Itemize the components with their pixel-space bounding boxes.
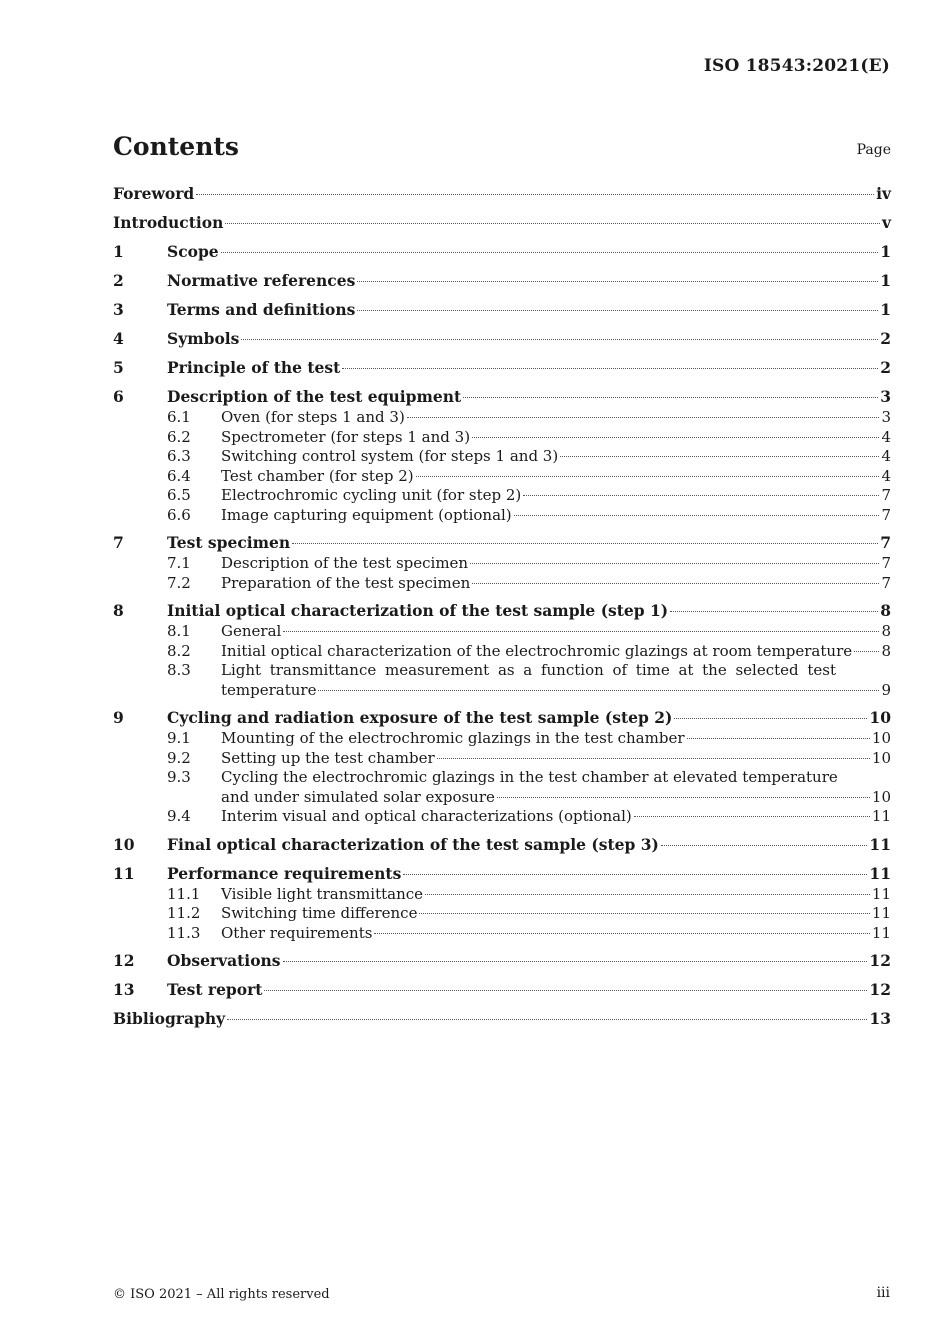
toc-entry-clause-11[interactable]: 11 Performance requirements 11 — [113, 863, 891, 883]
toc-entry-8-1[interactable]: 8.1 General 8 — [167, 622, 891, 640]
toc-entry-8-3[interactable]: 8.3 Light transmittance measurement as a function of time at the selected test — [167, 661, 836, 679]
toc-entry-bibliography[interactable]: Bibliography 13 — [113, 1009, 891, 1028]
table-of-contents — [113, 184, 891, 1038]
toc-entry-9-4[interactable]: 9.4 Interim visual and optical characterizations (optional) 11 — [167, 807, 891, 825]
contents-title: Contents — [113, 132, 240, 161]
toc-entry-introduction[interactable]: Introduction v — [113, 213, 891, 232]
toc-entry-clause-7[interactable]: 7 Test specimen 7 — [113, 533, 891, 552]
toc-entry-9-1[interactable]: 9.1 Mounting of the electrochromic glazings in the test chamber 10 — [167, 729, 891, 747]
toc-entry-7-2[interactable]: 7.2 Preparation of the test specimen 7 — [167, 573, 891, 592]
toc-entry-6-4[interactable]: 6.4 Test chamber (for step 2) 4 — [167, 466, 891, 485]
footer-copyright: © ISO 2021 – All rights reserved — [113, 1287, 330, 1302]
page-column-label: Page — [856, 142, 891, 158]
toc-entry-foreword[interactable]: Foreword iv — [113, 184, 891, 203]
toc-entry-9-2[interactable]: 9.2 Setting up the test chamber 10 — [167, 748, 891, 767]
toc-entry-11-3[interactable]: 11.3 Other requirements 11 — [167, 923, 891, 942]
header-standard-code: ISO 18543:2021(E) — [703, 56, 890, 76]
toc-entry-9-3[interactable]: 9.3 Cycling the electrochromic glazings in the test chamber at elevated temperature — [167, 768, 838, 786]
toc-entry-6-3[interactable]: 6.3 Switching control system (for steps 1 and 3) 4 — [167, 447, 891, 465]
toc-entry-9-3-continued[interactable]: and under simulated solar exposure 10 — [221, 787, 891, 806]
toc-entry-8-2[interactable]: 8.2 Initial optical characterization of the electrochromic glazings at room temperature 8 — [167, 641, 891, 660]
toc-entry-6-2[interactable]: 6.2 Spectrometer (for steps 1 and 3) 4 — [167, 427, 891, 446]
toc-entry-clause-13[interactable]: 13 Test report 12 — [113, 980, 891, 999]
toc-entry-6-1[interactable]: 6.1 Oven (for steps 1 and 3) 3 — [167, 408, 891, 426]
toc-entry-clause-5[interactable]: 5 Principle of the test 2 — [113, 358, 891, 377]
toc-entry-clause-3[interactable]: 3 Terms and definitions 1 — [113, 300, 891, 319]
footer-page-number: iii — [876, 1285, 890, 1301]
toc-entry-clause-6[interactable]: 6 Description of the test equipment 3 — [113, 387, 891, 406]
toc-entry-clause-9[interactable]: 9 Cycling and radiation exposure of the test sample (step 2) 10 — [113, 708, 891, 727]
toc-entry-7-1[interactable]: 7.1 Description of the test specimen 7 — [167, 554, 891, 572]
toc-entry-clause-2[interactable]: 2 Normative references 1 — [113, 271, 891, 290]
toc-entry-11-2[interactable]: 11.2 Switching time difference 11 — [167, 904, 891, 922]
toc-entry-6-5[interactable]: 6.5 Electrochromic cycling unit (for step 2) 7 — [167, 486, 891, 504]
toc-entry-clause-1[interactable]: 1 Scope 1 — [113, 242, 891, 261]
toc-entry-11-1[interactable]: 11.1 Visible light transmittance 11 — [167, 884, 891, 903]
toc-entry-6-6[interactable]: 6.6 Image capturing equipment (optional) 7 — [167, 505, 891, 524]
toc-entry-8-3-continued[interactable]: temperature 9 — [221, 680, 891, 699]
toc-entry-clause-10[interactable]: 10 Final optical characterization of the test sample (step 3) 11 — [113, 834, 891, 854]
toc-entry-8-3-title: Light transmittance measurement as a function of time at the selected test — [221, 661, 836, 679]
toc-entry-clause-8[interactable]: 8 Initial optical characterization of the test sample (step 1) 8 — [113, 601, 891, 620]
toc-entry-clause-12[interactable]: 12 Observations 12 — [113, 951, 891, 970]
contents-heading-row — [113, 132, 891, 172]
toc-entry-clause-4[interactable]: 4 Symbols 2 — [113, 329, 891, 348]
